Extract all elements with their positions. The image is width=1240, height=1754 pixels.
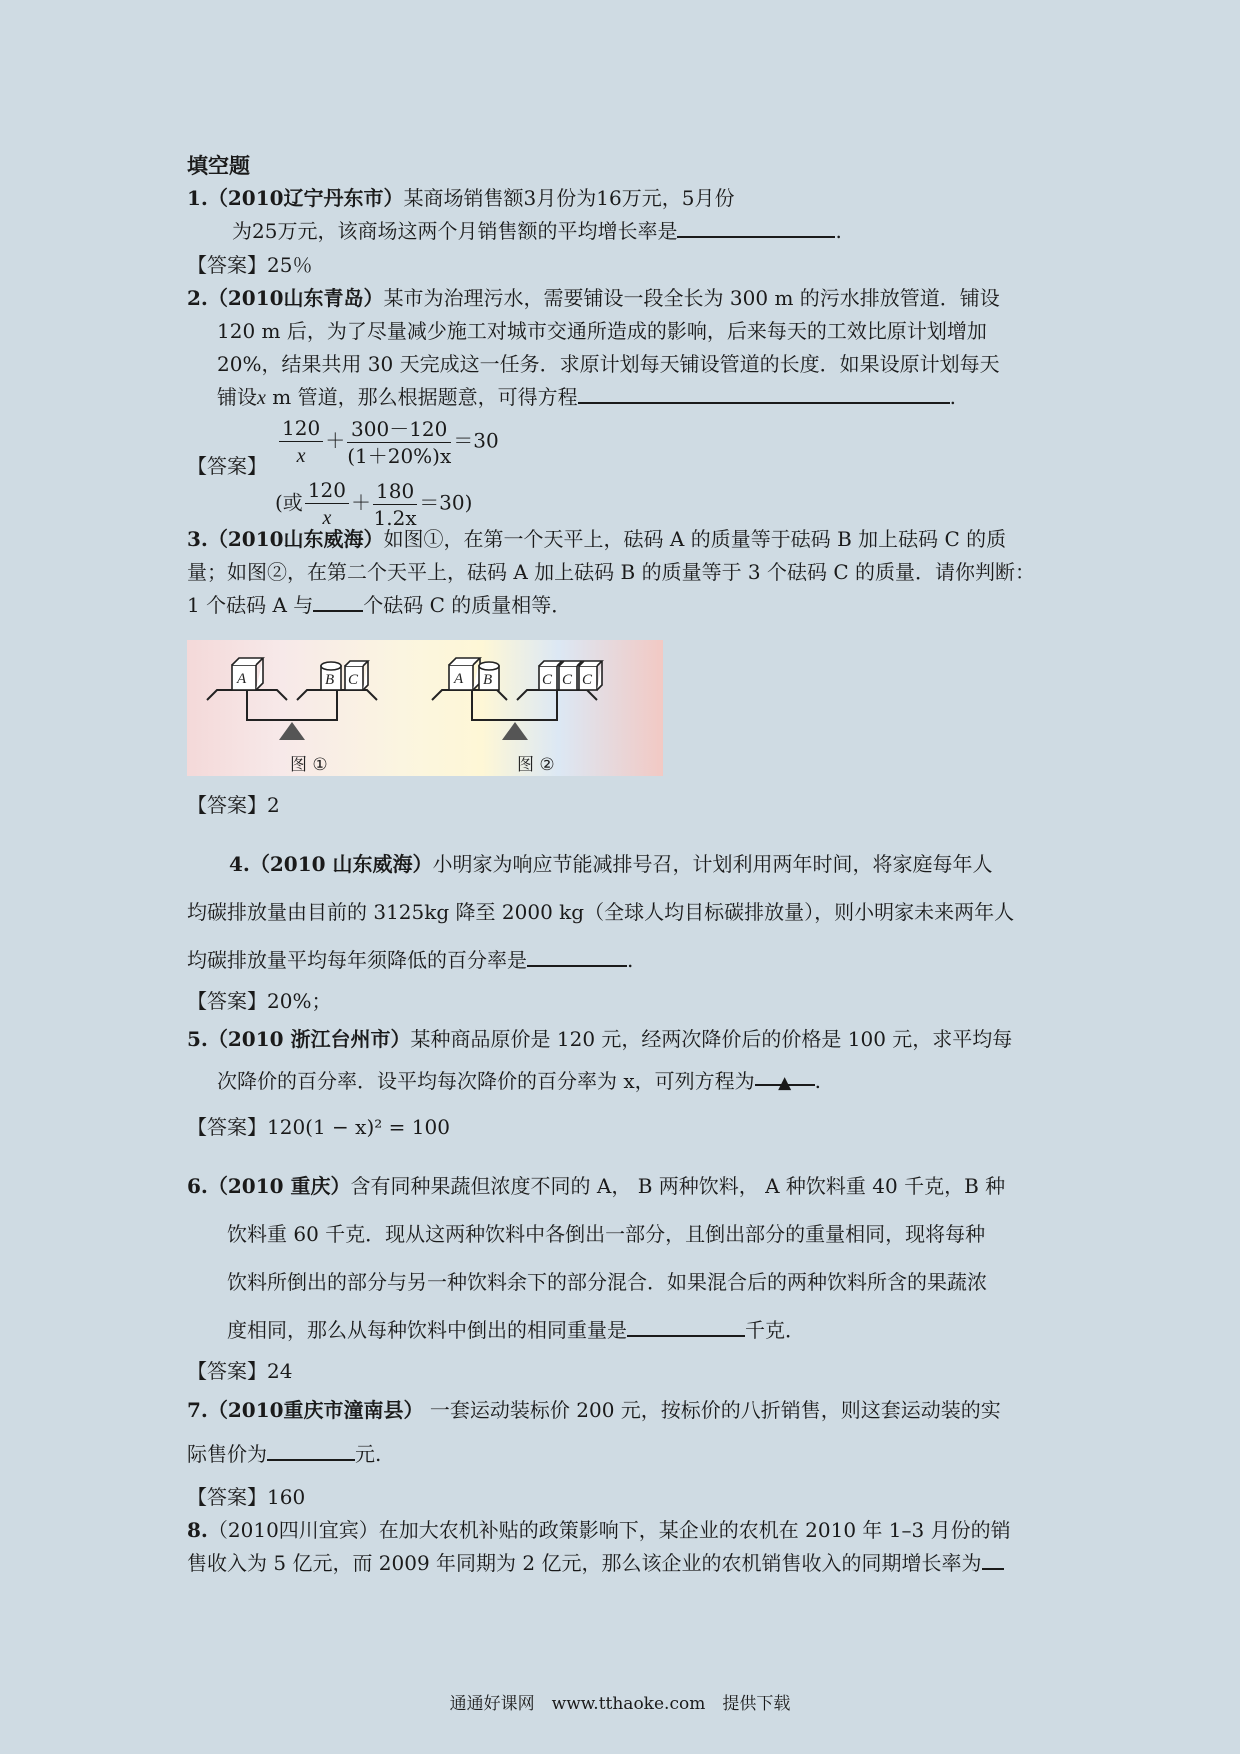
- question-source: （2010山东青岛）: [207, 286, 384, 310]
- box-b-label: B: [325, 672, 335, 688]
- question-text: 次降价的百分率．设平均每次降价的百分率为 x，可列方程为: [217, 1069, 755, 1093]
- answer-blank[interactable]: ▲: [755, 1062, 815, 1086]
- question-number: 5.: [187, 1027, 208, 1051]
- box-c-label: C: [562, 672, 573, 688]
- question-text: 小明家为响应节能减排号召，计划利用两年时间，将家庭每年人: [432, 852, 993, 876]
- answer-expression: 120(1 − x)² = 100: [267, 1115, 450, 1139]
- question-text: 度相同，那么从每种饮料中倒出的相同重量是: [227, 1318, 627, 1342]
- variable: x: [257, 387, 266, 409]
- question-number: 3.: [187, 527, 208, 551]
- question-text: 1 个砝码 A 与: [187, 593, 314, 617]
- question-text: 均碳排放量由目前的 3125kg 降至 2000 kg（全球人均目标碳排放量），则小明家未来两年人: [187, 900, 1015, 924]
- question-source: （2010辽宁丹东市）: [207, 186, 404, 210]
- question-text: 某种商品原价是 120 元，经两次降价后的价格是 100 元，求平均每: [410, 1027, 1013, 1051]
- question-source: （2010山东威海）: [207, 527, 384, 551]
- question-number: 4.: [229, 852, 250, 876]
- answer-blank[interactable]: [578, 382, 950, 404]
- fraction: $\frac{120}{x}$: [279, 415, 323, 469]
- question-number: 1.: [187, 186, 208, 210]
- question-text: 饮料所倒出的部分与另一种饮料余下的部分混合．如果混合后的两种饮料所含的果蔬浓: [227, 1270, 987, 1294]
- answer-4: 【答案】20%；: [187, 989, 332, 1013]
- question-number: 7.: [187, 1398, 208, 1422]
- question-text: m 管道，那么根据题意，可得方程: [265, 385, 578, 409]
- answer-blank[interactable]: [982, 1548, 1004, 1570]
- fraction: $\frac{180}{1.2x}$: [373, 478, 417, 530]
- document-content: [187, 150, 1055, 1580]
- question-3: [187, 523, 1055, 622]
- alt-open: (或: [275, 490, 303, 515]
- box-a-label: A: [237, 671, 247, 687]
- question-text: 为25万元，该商场这两个月销售额的平均增长率是: [232, 219, 678, 243]
- punctuation: .: [814, 1069, 821, 1093]
- question-source: （2010 浙江台州市）: [207, 1027, 411, 1051]
- page-footer: 通通好课网 www.tthaoke.com 提供下载: [449, 1694, 791, 1714]
- question-text: 含有同种果蔬但浓度不同的 A， B 两种饮料， A 种饮料重 40 千克，B 种: [350, 1174, 1006, 1198]
- question-source: （2010 重庆）: [207, 1174, 351, 1198]
- box-c-label: C: [348, 672, 359, 688]
- question-text: 际售价为: [187, 1442, 267, 1466]
- equation-tail: ＝30): [419, 490, 473, 515]
- question-number: 2.: [187, 286, 208, 310]
- question-4: [187, 840, 1055, 984]
- answer-2: [187, 415, 1055, 530]
- box-c-label: C: [582, 672, 593, 688]
- answer-blank[interactable]: [313, 590, 363, 612]
- punctuation: .: [835, 219, 842, 243]
- answer-5: [187, 1110, 1055, 1144]
- fraction: $\frac{120}{x}$: [305, 477, 349, 531]
- equation-tail: ＝30: [453, 428, 499, 453]
- question-text: 某市为治理污水，需要铺设一段全长为 300 m 的污水排放管道．铺设: [383, 286, 1000, 310]
- question-2: [187, 282, 1055, 415]
- figure-label-1: 图 ①: [290, 755, 328, 775]
- question-text: 元.: [355, 1442, 382, 1466]
- fraction: $\frac{300-120}{(1+20\%)x}$: [347, 416, 452, 468]
- question-7: [187, 1388, 1055, 1476]
- section-heading: 填空题: [187, 153, 250, 178]
- question-text: 某商场销售额3月份为16万元，5月份: [403, 186, 735, 210]
- question-text: 20%，结果共用 30 天完成这一任务．求原计划每天铺设管道的长度．如果设原计划每天: [217, 352, 1000, 376]
- answer-7: 【答案】160: [187, 1485, 306, 1509]
- balance-figure: [187, 640, 663, 776]
- box-b-label: B: [483, 672, 493, 688]
- question-text: 在加大农机补贴的政策影响下，某企业的农机在 2010 年 1–3 月份的销: [378, 1518, 1011, 1542]
- question-source: （2010四川宜宾）: [207, 1518, 379, 1542]
- answer-equation: $\frac{120}{x}$ ＋ $\frac{300-120}{(1+20\%)x}$ ＝30: [277, 415, 499, 469]
- question-text: 千克．: [745, 1318, 805, 1342]
- box-c-label: C: [542, 672, 553, 688]
- answer-3: 【答案】2: [187, 793, 280, 817]
- answer-label: 【答案】: [187, 1115, 267, 1139]
- figure-label-2: 图 ②: [517, 755, 555, 775]
- answer-blank[interactable]: [677, 216, 835, 238]
- balance-illustration: [187, 640, 663, 776]
- question-text: 个砝码 C 的质量相等．: [363, 593, 572, 617]
- question-text: 铺设: [217, 385, 257, 409]
- question-text: 120 m 后，为了尽量减少施工对城市交通所造成的影响，后来每天的工效比原计划增加: [217, 319, 987, 343]
- question-text: 如图①，在第一个天平上，砝码 A 的质量等于砝码 B 加上砝码 C 的质: [383, 527, 1007, 551]
- answer-1: 【答案】25％: [187, 253, 313, 277]
- question-text: 均碳排放量平均每年须降低的百分率是: [187, 948, 527, 972]
- answer-blank[interactable]: [627, 1315, 745, 1337]
- question-text: 售收入为 5 亿元，而 2009 年同期为 2 亿元，那么该企业的农机销售收入的同期增长率为: [187, 1551, 982, 1575]
- question-text: 饮料重 60 千克．现从这两种饮料中各倒出一部分，且倒出部分的重量相同，现将每种: [227, 1222, 986, 1246]
- answer-blank[interactable]: [267, 1439, 355, 1461]
- answer-6: 【答案】24: [187, 1359, 293, 1383]
- fulcrum-2: [502, 722, 528, 740]
- fulcrum-1: [279, 722, 305, 740]
- box-a-label: A: [454, 671, 464, 687]
- answer-equation-alt: (或 $\frac{120}{x}$ ＋ $\frac{180}{1.2x}$ ＝30): [275, 478, 473, 530]
- question-8: [187, 1514, 1055, 1580]
- question-6: [187, 1162, 1055, 1354]
- question-number: 8.: [187, 1518, 208, 1542]
- question-text: 量；如图②，在第二个天平上，砝码 A 加上砝码 B 的质量等于 3 个砝码 C 的质量．请你判断：: [187, 560, 1036, 584]
- question-source: （2010重庆市潼南县）: [207, 1398, 424, 1422]
- question-source: （2010 山东威海）: [249, 852, 433, 876]
- question-5: [187, 1018, 1055, 1102]
- question-number: 6.: [187, 1174, 208, 1198]
- punctuation: .: [627, 948, 634, 972]
- answer-blank[interactable]: [527, 945, 627, 967]
- question-text: 一套运动装标价 200 元，按标价的八折销售，则这套运动装的实: [423, 1398, 1001, 1422]
- answer-label: 【答案】: [187, 454, 267, 478]
- question-1: [187, 182, 1055, 248]
- punctuation: .: [949, 385, 956, 409]
